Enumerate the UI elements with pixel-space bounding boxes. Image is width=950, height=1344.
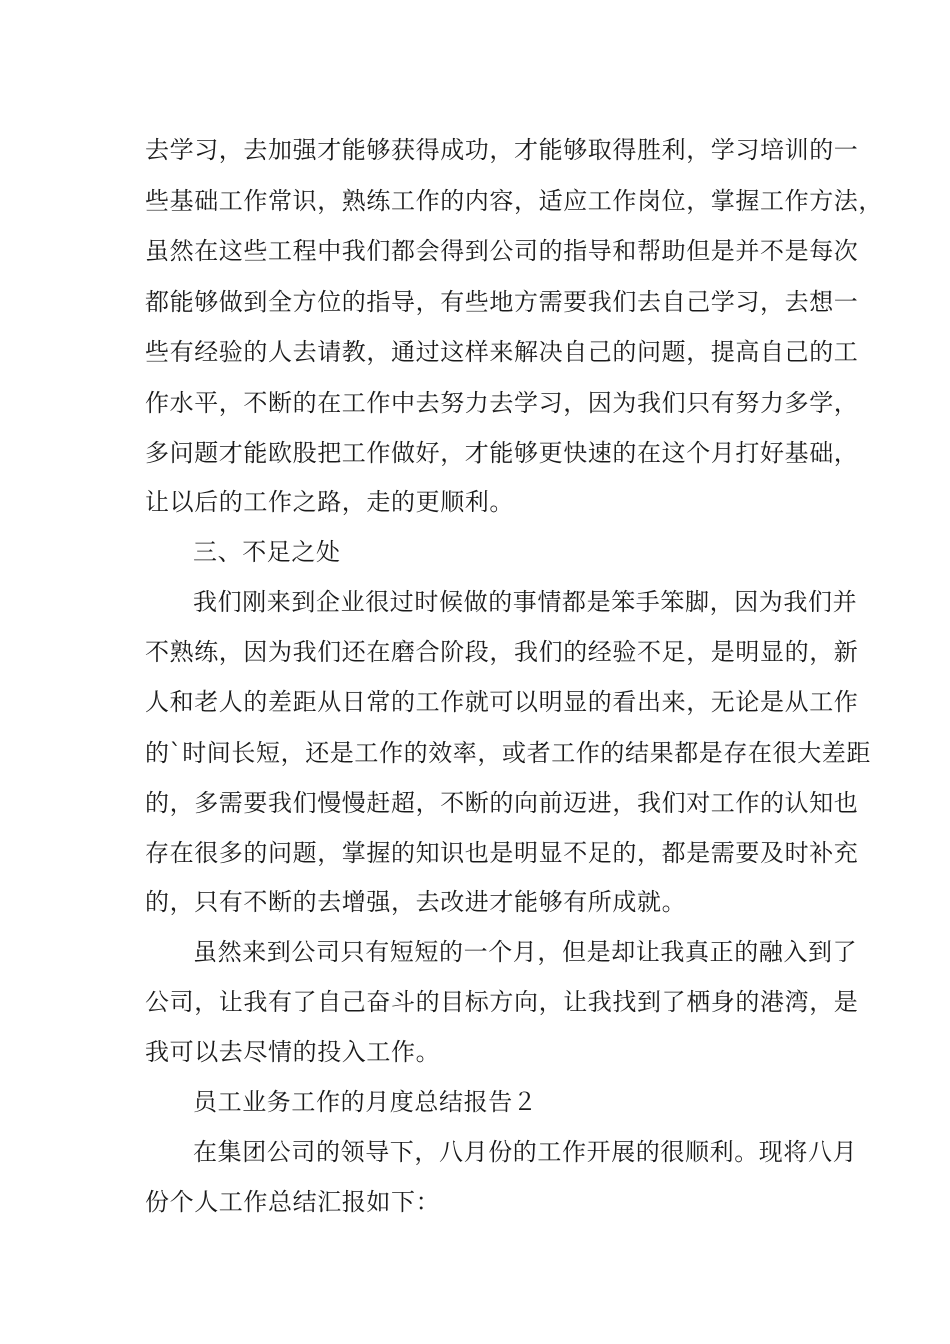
body-text-line: 让以后的工作之路，走的更顺利。 [145,488,514,516]
body-text-line: 不熟练，因为我们还在磨合阶段，我们的经验不足，是明显的，新 [145,638,859,666]
body-text-line: 的，只有不断的去增强，去改进才能够有所成就。 [145,888,687,916]
body-text-line: 的`时间长短，还是工作的效率，或者工作的结果都是存在很大差距 [145,739,871,767]
body-text-line: 在集团公司的领导下，八月份的工作开展的很顺利。现将八月 [193,1138,858,1166]
body-text-line: 虽然来到公司只有短短的一个月，但是却让我真正的融入到了 [193,938,858,966]
body-text-line: 我可以去尽情的投入工作。 [145,1038,441,1066]
body-text-line: 的，多需要我们慢慢赶超，不断的向前迈进，我们对工作的认知也 [145,789,859,817]
section-heading: 三、不足之处 [193,538,341,566]
body-text-line: 我们刚来到企业很过时候做的事情都是笨手笨脚，因为我们并 [193,588,858,616]
body-text-line: 些基础工作常识，熟练工作的内容，适应工作岗位，掌握工作方法， [145,187,883,215]
body-text-line: 些有经验的人去请教，通过这样来解决自己的问题，提高自己的工 [145,338,859,366]
body-text-line: 多问题才能欧股把工作做好，才能够更快速的在这个月打好基础， [145,439,859,467]
body-text-line: 去学习，去加强才能够获得成功，才能够取得胜利，学习培训的一 [145,136,859,164]
body-text-line: 份个人工作总结汇报如下： [145,1188,441,1216]
body-text-line: 作水平，不断的在工作中去努力去学习，因为我们只有努力多学， [145,389,859,417]
report-title: 员工业务工作的月度总结报告２ [193,1088,538,1116]
body-text-line: 存在很多的问题，掌握的知识也是明显不足的，都是需要及时补充 [145,839,859,867]
body-text-line: 公司，让我有了自己奋斗的目标方向，让我找到了栖身的港湾，是 [145,988,859,1016]
body-text-line: 人和老人的差距从日常的工作就可以明显的看出来，无论是从工作 [145,688,859,716]
body-text-line: 虽然在这些工程中我们都会得到公司的指导和帮助但是并不是每次 [145,237,859,265]
body-text-line: 都能够做到全方位的指导，有些地方需要我们去自己学习，去想一 [145,288,859,316]
